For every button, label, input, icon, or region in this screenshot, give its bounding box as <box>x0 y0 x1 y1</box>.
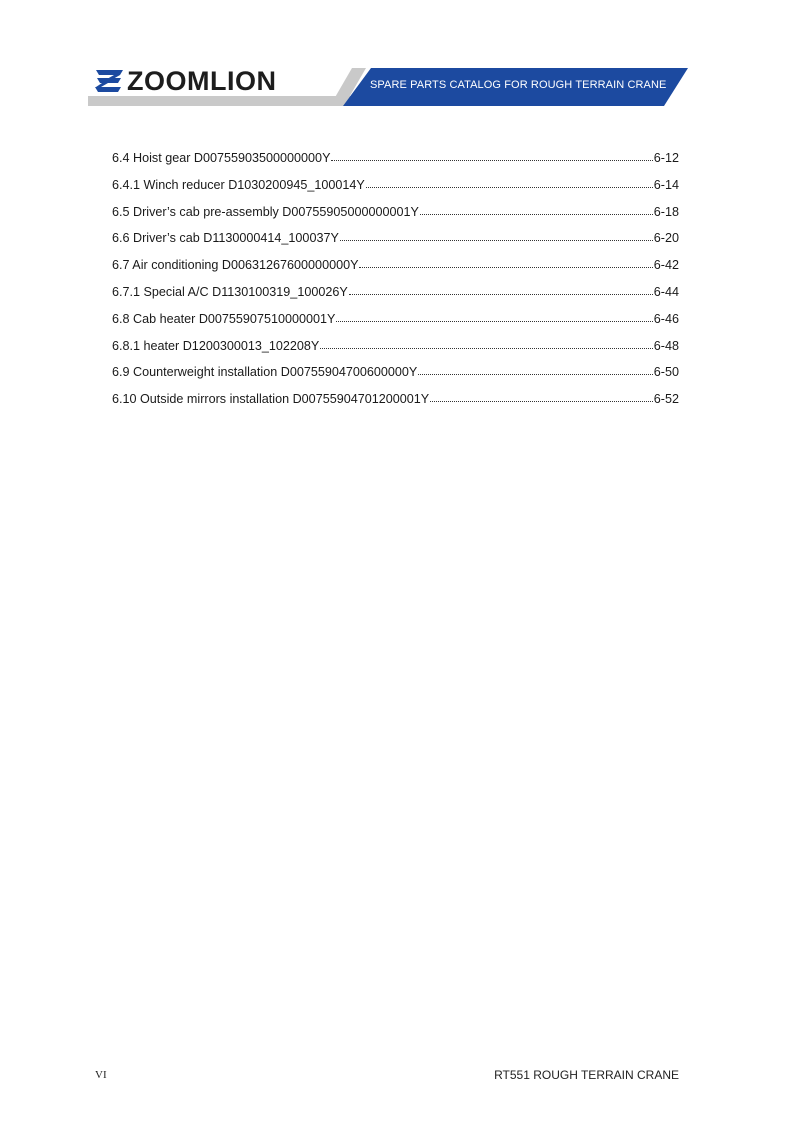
toc-dot-leader <box>420 213 653 215</box>
toc-dot-leader <box>340 239 653 241</box>
toc-entry-title: 6.10 Outside mirrors installation D00755904701200001Y <box>112 392 430 407</box>
toc-entry[interactable] <box>112 338 679 365</box>
toc-entry-page: 6-42 <box>653 258 679 273</box>
toc-entry-page: 6-50 <box>653 365 679 380</box>
catalog-banner-title: SPARE PARTS CATALOG FOR ROUGH TERRAIN CRANE <box>370 79 667 91</box>
toc-entry-page: 6-20 <box>653 231 679 246</box>
page-header <box>0 0 793 110</box>
toc-entry[interactable] <box>112 391 679 418</box>
toc-entry-page: 6-12 <box>653 151 679 165</box>
toc-entry[interactable] <box>112 257 679 284</box>
toc-entry-title: 6.4.1 Winch reducer D1030200945_100014Y <box>112 177 365 192</box>
zoomlion-logo-icon <box>93 67 125 95</box>
toc-entry-page: 6-46 <box>653 311 679 326</box>
page-number: VI <box>95 1069 107 1081</box>
header-grey-stripe <box>88 96 352 106</box>
toc-entry-title: 6.9 Counterweight installation D00755904700600000Y <box>112 365 418 380</box>
toc-entry[interactable] <box>112 284 679 311</box>
toc-dot-leader <box>418 373 652 375</box>
toc-dot-leader <box>366 186 653 188</box>
toc-entry[interactable] <box>112 150 679 177</box>
toc-entry-page: 6-52 <box>653 392 679 407</box>
toc-entry[interactable] <box>112 311 679 338</box>
toc-entry[interactable] <box>112 364 679 391</box>
toc-entry-title: 6.4 Hoist gear D00755903500000000Y <box>112 151 331 165</box>
toc-entry-title: 6.8 Cab heater D00755907510000001Y <box>112 311 336 326</box>
toc-entry-title: 6.5 Driver’s cab pre-assembly D00755905000000001Y <box>112 204 419 219</box>
toc-dot-leader <box>320 347 653 349</box>
toc-dot-leader <box>331 159 652 161</box>
toc-entry-page: 6-18 <box>653 204 679 219</box>
toc-dot-leader <box>336 320 652 322</box>
toc-entry-title: 6.7.1 Special A/C D1130100319_100026Y <box>112 284 348 299</box>
toc-entry-title: 6.6 Driver’s cab D1130000414_100037Y <box>112 231 339 246</box>
toc-entry-page: 6-44 <box>653 284 679 299</box>
toc-dot-leader <box>359 266 652 268</box>
toc-dot-leader <box>349 293 653 295</box>
toc-dot-leader <box>430 400 653 402</box>
table-of-contents <box>112 150 679 418</box>
toc-entry-title: 6.8.1 heater D1200300013_102208Y <box>112 338 320 353</box>
logo-wordmark: ZOOMLION <box>127 66 277 96</box>
toc-entry-title: 6.7 Air conditioning D00631267600000000Y <box>112 258 359 273</box>
toc-entry[interactable] <box>112 204 679 231</box>
toc-entry[interactable] <box>112 230 679 257</box>
zoomlion-logo <box>93 66 276 96</box>
document-title: RT551 ROUGH TERRAIN CRANE <box>494 1068 679 1082</box>
toc-entry[interactable] <box>112 177 679 204</box>
toc-entry-page: 6-14 <box>653 177 679 192</box>
toc-entry-page: 6-48 <box>653 338 679 353</box>
